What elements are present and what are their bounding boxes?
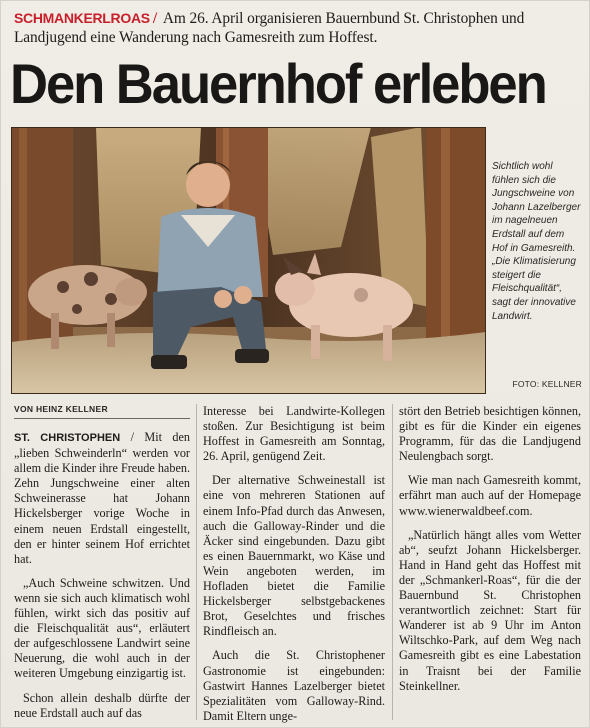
byline: VON HEINZ KELLNER <box>14 404 108 414</box>
headline: Den Bauernhof erleben <box>10 52 546 115</box>
kicker <box>14 9 580 47</box>
photo-credit: FOTO: KELLNER <box>512 379 582 389</box>
article-paragraph: „Auch Schweine schwitzen. Und wenn sie sich auch klimatisch wohl fühlen, wirkt sich das positiv auf die Fleischqualität aus“, erläutert der aufgeschlossene Landwirt seine Neuerung, die wohl auch in der weiteren Umgebung einzigartig ist. <box>14 575 190 681</box>
article-column-2 <box>203 404 385 724</box>
article-paragraph: Schon allein deshalb dürfte der neue Erdstall auch auf das <box>14 690 190 720</box>
article-paragraph: Wie man nach Gamesreith kommt, erfährt man auch auf der Homepage www.wienerwaldbeef.com. <box>399 473 581 518</box>
article-paragraph: Auch die St. Christophener Gastronomie ist eingebunden: Gastwirt Hannes Lazelberger bietet Spezialitäten vom Galloway-Rind. Damit Eltern unge- <box>203 648 385 723</box>
article-paragraph: „Natürlich hängt alles vom Wetter ab“, seufzt Johann Hickelsberger. Hand in Hand geht das Hoffest mit der „Schmankerl-Roas“, für die der Bauernbund St. Christophen verantwortlich zeichnet: Start für Wanderer ist ab 9 Uhr im Anton Wiltschko-Park, auf dem Weg nach Gamesreith gibt es eine Labestation in Traisnt bei der Familie Steinkellner. <box>399 527 581 693</box>
photo-caption: Sichtlich wohl fühlen sich die Jungschweine von Johann Lazelberger im nagelneuen Erdstall auf dem Hof in Gamesreith. „Die Klimatisierung steigert die Fleischqualität“, sagt der innovative Landwirt. <box>492 161 581 322</box>
column-divider <box>392 404 393 720</box>
farm-photo-illustration <box>11 127 486 394</box>
kicker-topic: SCHMANKERLROAS <box>14 10 150 26</box>
article-photo <box>11 127 486 394</box>
article-paragraph: Interesse bei Landwirte-Kollegen stoßen. Zur Besichtigung ist beim Hoffest in Gamesreith am Sonntag, 26. April, genügend Zeit. <box>203 404 385 464</box>
kicker-separator: / <box>152 10 157 27</box>
article-paragraph: ST. CHRISTOPHEN / Mit den „lieben Schweinderln“ werden vor allem die Kinder ihre Freude haben. Zehn Jungschweine einer alten Schweinerasse hat Johann Hickelsberger vorige Woche in einem neuen Erdstall eingestellt, den er hinter seinem Hof errichtet hat. <box>14 430 190 566</box>
article-column-3 <box>399 404 581 694</box>
column-divider <box>196 404 197 720</box>
article-paragraph: Der alternative Schweinestall ist eine von mehreren Stationen auf einem Info-Pfad durch das Anwesen, auch die Galloway-Rinder und die Äcker sind eingebunden. Dazu gibt es einen Bauernmarkt, wo Käse und Wein angeboten werden, im Hofladen bietet die Familie Hickelsberger selbstgebackenes Brot, Geselchtes und frisches Rindfleisch an. <box>203 473 385 639</box>
kicker-text: Am 26. April organisieren Bauernbund St. Christophen und Landjugend eine Wanderung nach Gamesreith zum Hoffest. <box>14 10 525 46</box>
article-column-1 <box>14 430 190 721</box>
dateline: ST. CHRISTOPHEN <box>14 432 121 444</box>
byline-rule <box>14 418 190 419</box>
article-paragraph: stört den Betrieb besichtigen können, gibt es für die Kinder ein eigenes Programm, für das die Landjugend Neulengbach sorgt. <box>399 404 581 464</box>
